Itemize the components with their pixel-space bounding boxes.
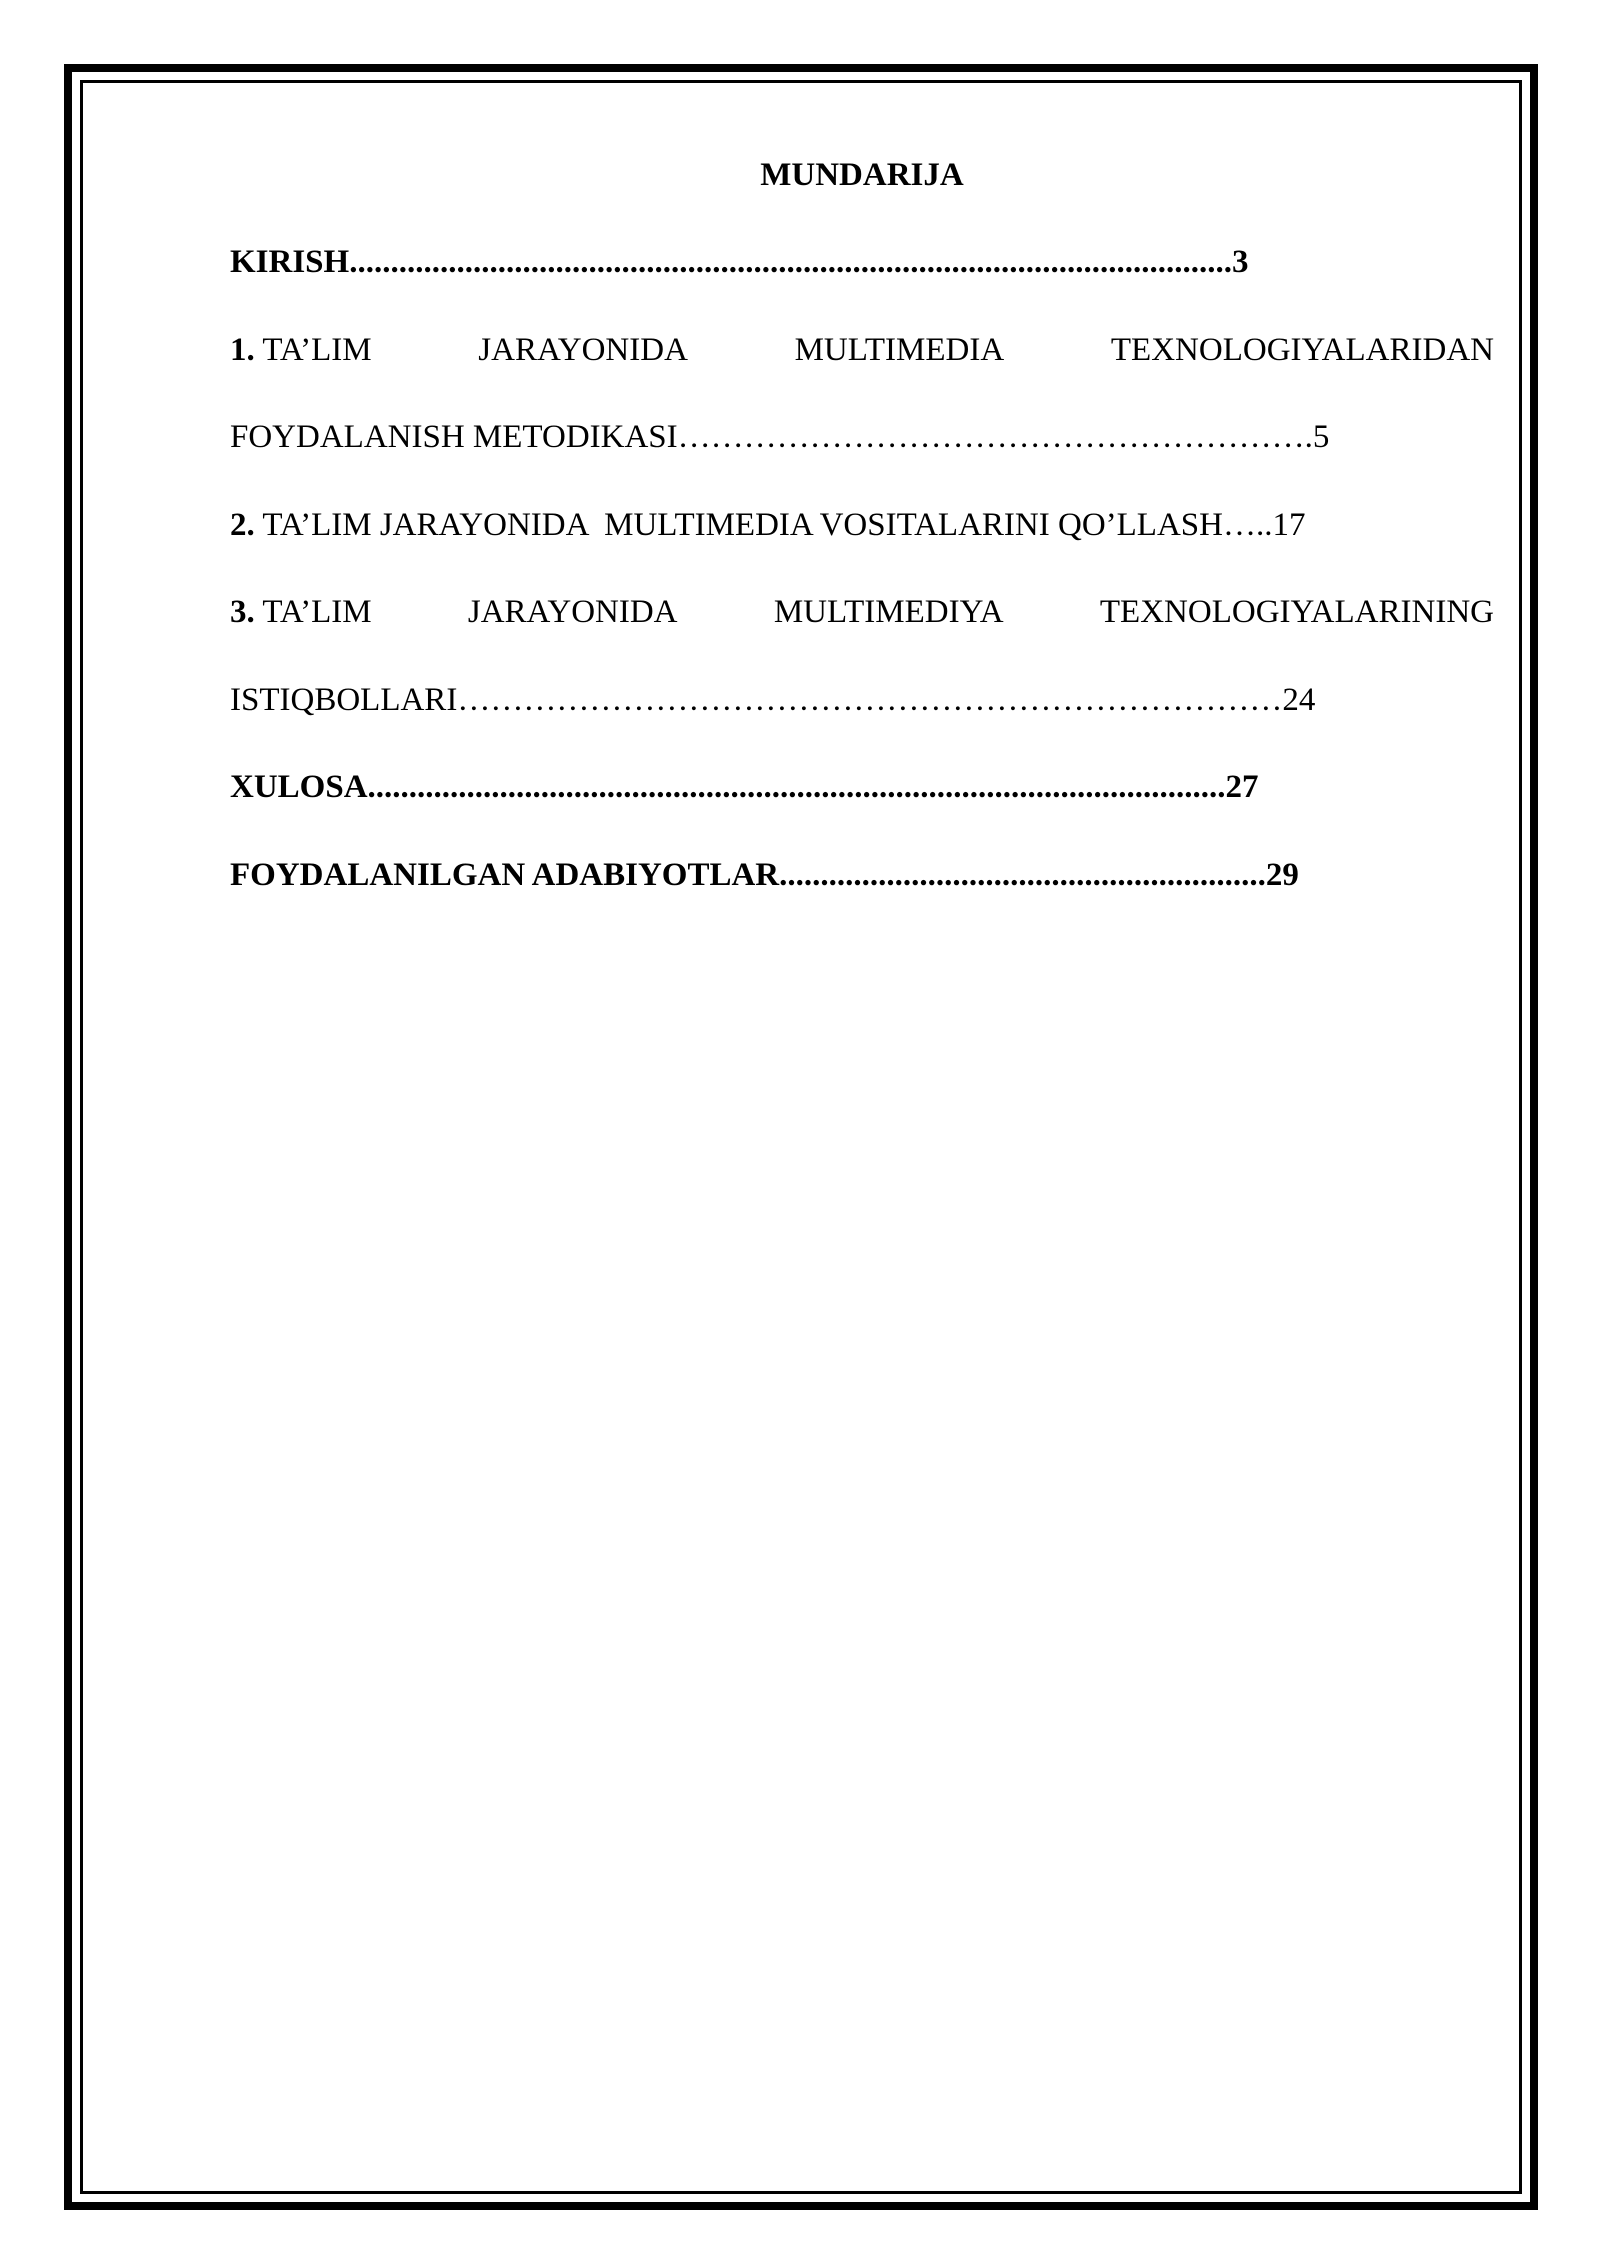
- page-title: MUNDARIJA: [760, 157, 964, 193]
- toc-entry-ch1-line1[interactable]: [230, 325, 1494, 375]
- toc-entry-label: XULOSA: [230, 769, 368, 805]
- toc-entry-references[interactable]: [230, 850, 1299, 900]
- toc-entry-word: JARAYONIDA: [467, 594, 678, 630]
- chapter-number: 3.: [230, 594, 255, 630]
- toc-entry-word: TEXNOLOGIYALARINING: [1099, 594, 1494, 630]
- toc-leader-dots: ........................................................................................................: [367, 769, 1226, 805]
- toc-entry-ch1-line2[interactable]: [230, 412, 1329, 462]
- toc-leader-dots: ...........................................................: [779, 857, 1266, 893]
- toc-page-number: 27: [1225, 769, 1259, 805]
- toc-page-number: 5: [1312, 419, 1330, 455]
- toc-entry-label: KIRISH: [230, 244, 350, 280]
- toc-entry-ch3-line2[interactable]: [230, 675, 1315, 725]
- toc-page-number: 24: [1282, 682, 1316, 718]
- page-border-inner: [80, 80, 1522, 2194]
- toc-entry-xulosa[interactable]: [230, 762, 1259, 812]
- toc-page-number: 29: [1265, 857, 1299, 893]
- chapter-number: 1.: [230, 332, 255, 368]
- toc-leader-dots: ………………………………………………….: [677, 419, 1313, 455]
- toc-entry-word: TA’LIM: [262, 594, 372, 630]
- toc-entry-ch2[interactable]: [230, 500, 1305, 550]
- toc-entry-word: MULTIMEDIA: [794, 332, 1005, 368]
- toc-entry-ch3-line1[interactable]: [230, 587, 1494, 637]
- toc-entry-label: FOYDALANISH METODIKASI: [230, 419, 678, 455]
- toc-entry-word: MULTIMEDIYA: [773, 594, 1004, 630]
- toc-entry-label: ISTIQBOLLARI: [230, 682, 458, 718]
- toc-page-number: 3: [1231, 244, 1249, 280]
- toc-entry-word: TA’LIM: [262, 332, 372, 368]
- toc-leader-dots: …………………………………………………………………: [457, 682, 1283, 718]
- toc-entry-kirish[interactable]: [230, 237, 1248, 287]
- toc-page-number: 17: [1272, 507, 1306, 543]
- toc-entry-label: FOYDALANILGAN ADABIYOTLAR: [230, 857, 780, 893]
- toc-entry-word: JARAYONIDA: [478, 332, 688, 368]
- toc-entry-label: TA’LIM JARAYONIDA MULTIMEDIA VOSITALARINI QO’LLASH…..: [262, 507, 1273, 543]
- toc-entry-word: [230, 587, 372, 637]
- toc-entry-word: [230, 325, 372, 375]
- chapter-number: 2.: [230, 507, 255, 543]
- toc-leader-dots: ...........................................................................................................: [349, 244, 1232, 280]
- toc-entry-word: TEXNOLOGIYALARIDAN: [1110, 332, 1494, 368]
